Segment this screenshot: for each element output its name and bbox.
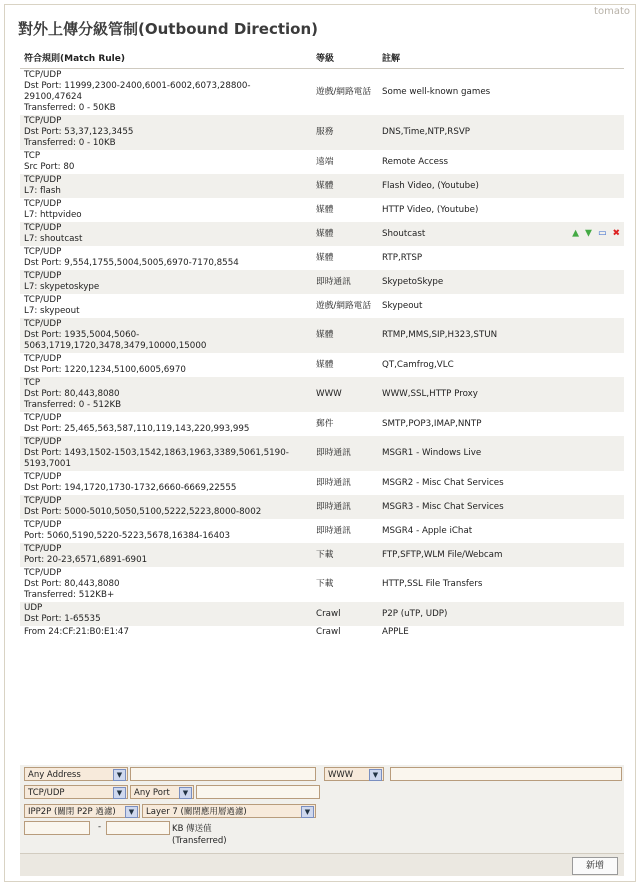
brand-label: tomato (594, 6, 630, 17)
match-rule-cell (20, 412, 312, 436)
table-row[interactable] (20, 353, 624, 377)
class-cell: 遊戲/網路電話 (312, 69, 378, 116)
class-select[interactable] (324, 767, 384, 781)
description-cell (378, 567, 624, 602)
match-rule-line: Dst Port: 9,554,1755,5004,5005,6970-7170,8554 (24, 258, 239, 268)
chevron-down-icon: ▼ (125, 806, 138, 818)
chevron-down-icon: ▼ (301, 806, 314, 818)
transferred-label: (Transferred) (172, 836, 227, 846)
delete-icon[interactable]: ✖ (612, 228, 620, 239)
range-dash: - (98, 822, 102, 832)
description-text: SkypetoSkype (382, 276, 444, 287)
row-actions (572, 229, 620, 240)
match-rule-cell (20, 198, 312, 222)
description-cell (378, 115, 624, 150)
description-text: Skypeout (382, 300, 423, 311)
description-cell (378, 174, 624, 198)
table-row[interactable] (20, 150, 624, 174)
match-rule-line: TCP/UDP (24, 437, 62, 447)
description-cell (378, 198, 624, 222)
table-row[interactable] (20, 115, 624, 150)
match-rule-line: L7: skypetoskype (24, 282, 100, 292)
table-row[interactable] (20, 519, 624, 543)
match-rule-cell (20, 69, 312, 116)
match-rule-line: TCP/UDP (24, 295, 62, 305)
table-row[interactable] (20, 471, 624, 495)
description-text: WWW,SSL,HTTP Proxy (382, 389, 478, 399)
rules-table (20, 50, 624, 639)
class-cell: 媒體 (312, 353, 378, 377)
ipp2p-select-value: IPP2P (關閉 P2P 過濾) (28, 807, 116, 817)
port-input[interactable] (196, 785, 320, 799)
match-rule-line: TCP (24, 151, 41, 161)
description-cell (378, 246, 624, 270)
move-down-icon[interactable]: ▼ (585, 228, 592, 239)
match-rule-line: L7: skypeout (24, 306, 80, 316)
match-rule-line: TCP/UDP (24, 354, 62, 364)
match-rule-cell (20, 150, 312, 174)
match-rule-cell (20, 436, 312, 471)
class-cell: 即時通訊 (312, 270, 378, 294)
class-cell: WWW (312, 377, 378, 412)
match-rule-line: L7: flash (24, 186, 61, 196)
ipp2p-select[interactable] (24, 804, 140, 818)
match-rule-cell (20, 602, 312, 626)
table-row[interactable] (20, 318, 624, 353)
class-cell: 即時通訊 (312, 495, 378, 519)
match-rule-line: 5193,7001 (24, 459, 71, 469)
match-rule-line: 5063,1719,1720,3478,3479,10000,15000 (24, 341, 207, 351)
match-rule-line: UDP (24, 603, 43, 613)
table-row[interactable] (20, 246, 624, 270)
match-rule-line: Dst Port: 1935,5004,5060- (24, 330, 140, 340)
description-text: QT,Camfrog,VLC (382, 359, 454, 370)
match-rule-line: Dst Port: 194,1720,1730-1732,6660-6669,22555 (24, 483, 237, 493)
rule-editor (20, 765, 624, 853)
match-rule-line: TCP/UDP (24, 247, 62, 257)
match-rule-line: Dst Port: 80,443,8080 (24, 579, 120, 589)
match-rule-cell (20, 115, 312, 150)
match-rule-line: Transferred: 0 - 50KB (24, 103, 116, 113)
description-text: RTP,RTSP (382, 252, 423, 263)
match-rule-cell (20, 377, 312, 412)
match-rule-line: Src Port: 80 (24, 162, 75, 172)
chevron-down-icon: ▼ (113, 787, 126, 799)
match-rule-line: TCP/UDP (24, 472, 62, 482)
table-header-row (20, 50, 624, 69)
address-select-value: Any Address (28, 770, 81, 780)
description-cell (378, 318, 624, 353)
description-cell (378, 602, 624, 626)
description-text: MSGR4 - Apple iChat (382, 525, 473, 536)
table-row[interactable] (20, 377, 624, 412)
class-cell: 媒體 (312, 222, 378, 246)
match-rule-line: TCP/UDP (24, 544, 62, 554)
footer-bar (20, 853, 624, 876)
match-rule-cell (20, 519, 312, 543)
match-rule-line: From 24:CF:21:B0:E1:47 (24, 627, 129, 637)
chevron-down-icon: ▼ (113, 769, 126, 781)
class-cell: Crawl (312, 602, 378, 626)
description-text: MSGR2 - Misc Chat Services (382, 477, 504, 488)
class-cell: 媒體 (312, 174, 378, 198)
description-text: P2P (uTP, UDP) (382, 608, 448, 619)
table-row[interactable] (20, 543, 624, 567)
match-rule-cell (20, 246, 312, 270)
description-cell (378, 150, 624, 174)
header-match: 符合規則(Match Rule) (20, 50, 312, 69)
page-title: 對外上傳分級管制(Outbound Direction) (18, 20, 319, 38)
class-cell: 即時通訊 (312, 436, 378, 471)
match-rule-line: TCP/UDP (24, 199, 62, 209)
match-rule-line: Dst Port: 53,37,123,3455 (24, 127, 134, 137)
description-text: Flash Video, (Youtube) (382, 180, 479, 191)
match-rule-cell (20, 495, 312, 519)
match-rule-cell (20, 294, 312, 318)
table-row[interactable] (20, 626, 624, 639)
match-rule-line: L7: httpvideo (24, 210, 82, 220)
description-cell (378, 353, 624, 377)
match-rule-line: TCP/UDP (24, 70, 62, 80)
class-cell: 即時通訊 (312, 519, 378, 543)
match-rule-line: Transferred: 0 - 512KB (24, 400, 122, 410)
class-cell: 下載 (312, 543, 378, 567)
description-cell (378, 270, 624, 294)
description-text: DNS,Time,NTP,RSVP (382, 127, 471, 137)
match-rule-cell (20, 567, 312, 602)
protocol-select[interactable] (24, 785, 128, 799)
description-cell (378, 519, 624, 543)
description-input[interactable] (390, 767, 622, 781)
table-row[interactable] (20, 174, 624, 198)
description-cell (378, 543, 624, 567)
match-rule-cell (20, 543, 312, 567)
match-rule-line: Dst Port: 1-65535 (24, 614, 101, 624)
match-rule-line: TCP/UDP (24, 223, 62, 233)
description-text: APPLE (382, 627, 409, 637)
description-cell (378, 222, 624, 246)
table-row[interactable] (20, 294, 624, 318)
table-row[interactable] (20, 567, 624, 602)
layer7-select-value: Layer 7 (關閉應用層過濾) (146, 807, 247, 817)
match-rule-line: TCP/UDP (24, 496, 62, 506)
match-rule-line: Dst Port: 5000-5010,5050,5100,5222,5223,8000-8002 (24, 507, 262, 517)
match-rule-cell (20, 270, 312, 294)
match-rule-line: Transferred: 512KB+ (24, 590, 115, 600)
table-row[interactable] (20, 495, 624, 519)
description-text: HTTP,SSL File Transfers (382, 579, 483, 589)
match-rule-cell (20, 471, 312, 495)
match-rule-line: L7: shoutcast (24, 234, 83, 244)
match-rule-line: Port: 20-23,6571,6891-6901 (24, 555, 148, 565)
description-text: FTP,SFTP,WLM File/Webcam (382, 549, 503, 560)
match-rule-line: TCP/UDP (24, 520, 62, 530)
class-cell: 遠端 (312, 150, 378, 174)
header-class: 等級 (312, 50, 378, 69)
description-cell (378, 436, 624, 471)
description-cell (378, 471, 624, 495)
protocol-select-value: TCP/UDP (28, 788, 65, 798)
match-rule-line: TCP (24, 378, 41, 388)
match-rule-line: 29100,47624 (24, 92, 83, 102)
transferred-min-input[interactable] (24, 821, 90, 835)
class-cell: Crawl (312, 626, 378, 639)
add-button[interactable]: 新增 (572, 857, 618, 875)
match-rule-line: Dst Port: 1493,1502-1503,1542,1863,1963,3389,5061,5190- (24, 448, 289, 458)
port-select-value: Any Port (134, 788, 170, 798)
class-cell: 媒體 (312, 246, 378, 270)
chevron-down-icon: ▼ (179, 787, 192, 799)
table-row[interactable] (20, 222, 624, 246)
match-rule-line: Dst Port: 25,465,563,587,110,119,143,220,993,995 (24, 424, 250, 434)
match-rule-cell (20, 222, 312, 246)
match-rule-cell (20, 353, 312, 377)
class-select-value: WWW (328, 770, 354, 780)
description-cell (378, 69, 624, 116)
table-row[interactable] (20, 412, 624, 436)
match-rule-line: Dst Port: 1220,1234,5100,6005,6970 (24, 365, 186, 375)
header-desc: 註解 (378, 50, 624, 69)
chevron-down-icon: ▼ (369, 769, 382, 781)
class-cell: 媒體 (312, 318, 378, 353)
match-rule-line: Transferred: 0 - 10KB (24, 138, 116, 148)
description-cell (378, 294, 624, 318)
match-rule-line: TCP/UDP (24, 319, 62, 329)
match-rule-line: Dst Port: 80,443,8080 (24, 389, 120, 399)
match-rule-cell (20, 318, 312, 353)
description-text: MSGR3 - Misc Chat Services (382, 501, 504, 512)
port-select[interactable] (130, 785, 194, 799)
description-text: SMTP,POP3,IMAP,NNTP (382, 418, 482, 429)
address-select[interactable] (24, 767, 128, 781)
description-text: HTTP Video, (Youtube) (382, 204, 479, 215)
class-cell: 媒體 (312, 198, 378, 222)
class-cell: 服務 (312, 115, 378, 150)
description-cell (378, 626, 624, 639)
description-text: MSGR1 - Windows Live (382, 448, 482, 458)
match-rule-cell (20, 626, 312, 639)
match-rule-line: Port: 5060,5190,5220-5223,5678,16384-16403 (24, 531, 231, 541)
description-cell (378, 412, 624, 436)
table-row[interactable] (20, 436, 624, 471)
edit-icon[interactable]: ▭ (597, 228, 607, 239)
match-rule-line: TCP/UDP (24, 116, 62, 126)
description-cell (378, 495, 624, 519)
description-text: Remote Access (382, 156, 449, 167)
match-rule-cell (20, 174, 312, 198)
class-cell: 郵件 (312, 412, 378, 436)
address-input[interactable] (130, 767, 316, 781)
description-text: Shoutcast (382, 228, 426, 239)
kb-label: KB 傳送值 (172, 824, 212, 834)
match-rule-line: Dst Port: 11999,2300-2400,6001-6002,6073,28800- (24, 81, 251, 91)
match-rule-line: TCP/UDP (24, 413, 62, 423)
description-text: Some well-known games (382, 86, 491, 97)
rules-body (20, 69, 624, 640)
class-cell: 即時通訊 (312, 471, 378, 495)
class-cell: 下載 (312, 567, 378, 602)
description-cell (378, 377, 624, 412)
move-up-icon[interactable]: ▲ (572, 228, 580, 239)
description-text: RTMP,MMS,SIP,H323,STUN (382, 330, 498, 340)
table-row[interactable] (20, 602, 624, 626)
class-cell: 遊戲/網路電話 (312, 294, 378, 318)
match-rule-line: TCP/UDP (24, 271, 62, 281)
table-row[interactable] (20, 198, 624, 222)
layer7-select[interactable] (142, 804, 316, 818)
transferred-max-input[interactable] (106, 821, 170, 835)
table-row[interactable] (20, 270, 624, 294)
match-rule-line: TCP/UDP (24, 175, 62, 185)
match-rule-line: TCP/UDP (24, 568, 62, 578)
table-row[interactable] (20, 69, 624, 116)
